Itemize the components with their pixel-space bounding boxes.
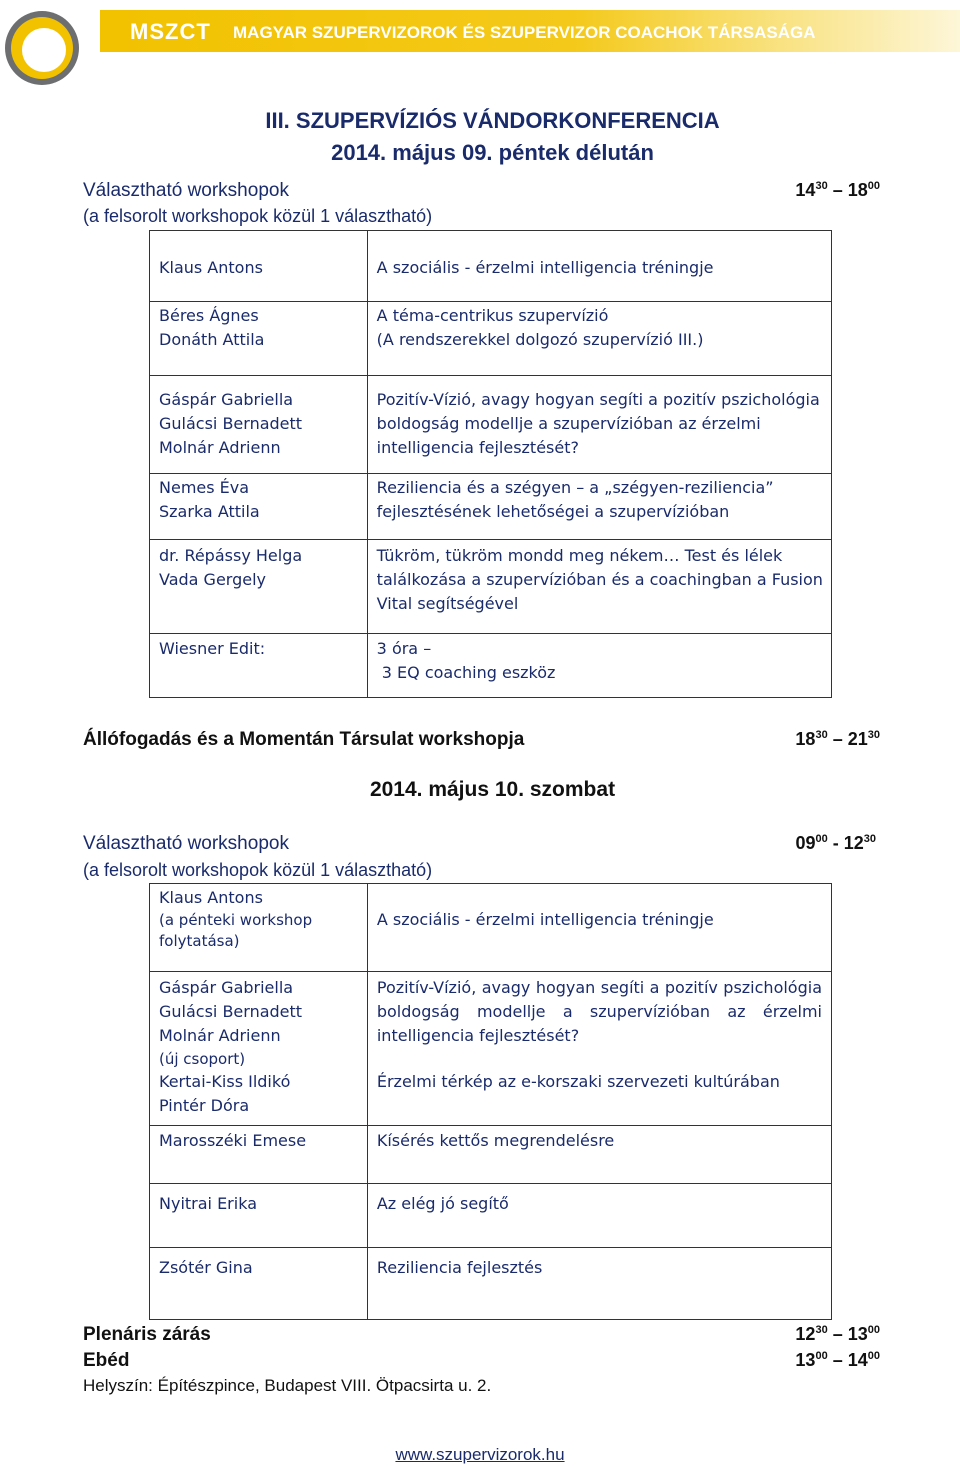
presenters-cell	[150, 634, 368, 698]
org-name: MAGYAR SZUPERVIZOROK ÉS SZUPERVIZOR COACHOK TÁRSASÁGA	[233, 23, 816, 42]
presenter-name: Pintér Dóra	[159, 1096, 250, 1115]
presenter-name: Klaus Antons	[159, 888, 263, 907]
presenters-cell	[150, 302, 368, 376]
presenters-cell	[150, 474, 368, 540]
topic-line: Reziliencia fejlesztés	[376, 1258, 543, 1277]
presenters-cell	[150, 376, 368, 474]
presenter-name: Molnár Adrienn	[159, 438, 281, 457]
topic-line: találkozása a szupervízióban és a coachingban a Fusion	[376, 570, 823, 589]
topic-line: boldogság modellje a szupervízióban az érzelmi	[376, 414, 761, 433]
mszct-logo	[2, 8, 82, 88]
presenters-cell	[150, 1248, 368, 1320]
presenter-name: Gulácsi Bernadett	[159, 414, 303, 433]
presenters-cell	[150, 1184, 368, 1248]
presenter-name: Nemes Éva	[159, 478, 250, 497]
table-row	[150, 1184, 832, 1248]
presenter-note: (a pénteki workshop folytatása)	[159, 911, 313, 950]
table-row	[150, 634, 832, 698]
topic-cell	[367, 634, 831, 698]
plenary-time: $12^{30} - 13^{00}$	[795, 1324, 880, 1344]
topic-line: Tükröm, tükröm mondd meg nékem… Test és lélek	[376, 546, 783, 565]
topic-line: (A rendszerekkel dolgozó szupervízió III.)	[376, 330, 704, 349]
saturday-time: $09^{00} - 12^{30}$	[795, 833, 876, 853]
topic-cell	[367, 231, 831, 302]
header-banner	[100, 10, 960, 52]
presenters-cell	[150, 540, 368, 634]
table-row	[150, 376, 832, 474]
table-row	[150, 884, 832, 972]
topic-cell	[367, 474, 831, 540]
topic-line: Az elég jó segítő	[376, 1194, 509, 1213]
conference-title: III. SZUPERVÍZIÓS VÁNDORKONFERENCIA	[265, 108, 720, 133]
topic-line: Reziliencia és a szégyen – a „szégyen-reziliencia”	[376, 478, 774, 497]
presenter-name: dr. Répássy Helga	[159, 546, 303, 565]
friday-section-sub: (a felsorolt workshopok közül 1 választható)	[83, 206, 433, 226]
topic-line: intelligencia fejlesztését?	[376, 1026, 580, 1045]
presenter-name: Kertai-Kiss Ildikó	[159, 1072, 291, 1091]
friday-workshop-table	[149, 230, 832, 698]
website-link[interactable]: www.szupervizorok.hu	[395, 1445, 565, 1464]
friday-time: $14^{30} - 18^{00}$	[795, 180, 880, 200]
presenter-name: Gulácsi Bernadett	[159, 1002, 303, 1021]
table-row	[150, 1126, 832, 1184]
topic-cell	[367, 376, 831, 474]
org-abbreviation: MSZCT	[130, 19, 211, 44]
presenter-name: Marosszéki Emese	[159, 1131, 307, 1150]
topic-line: 3 EQ coaching eszköz	[376, 663, 556, 682]
lunch-time: $13^{00} - 14^{00}$	[795, 1350, 880, 1370]
topic-cell	[367, 540, 831, 634]
lunch-label: Ebéd	[83, 1350, 130, 1371]
reception-time: $18^{30} - 21^{30}$	[795, 729, 880, 749]
plenary-label: Plenáris zárás	[83, 1324, 211, 1345]
topic-cell	[367, 1248, 831, 1320]
friday-section-label: Választható workshopok	[83, 180, 289, 201]
table-row	[150, 972, 832, 1126]
conference-date: 2014. május 09. péntek délután	[331, 140, 654, 165]
presenter-name: Gáspár Gabriella	[159, 390, 294, 409]
topic-line: Pozitív-Vízió, avagy hogyan segíti a pozitív pszichológia	[376, 978, 822, 997]
presenters-cell	[150, 884, 368, 972]
topic-line: intelligencia fejlesztését?	[376, 438, 579, 457]
topic-line: A téma-centrikus szupervízió	[376, 306, 609, 325]
reception-label: Állófogadás és a Momentán Társulat workshopja	[83, 729, 525, 750]
presenter-name: Vada Gergely	[159, 570, 267, 589]
topic-line: 3 óra –	[376, 639, 432, 658]
topic-cell	[367, 884, 831, 972]
presenters-cell	[150, 972, 368, 1126]
table-row	[150, 1248, 832, 1320]
topic-line: boldogság modellje a szupervízióban az érzelmi	[376, 1002, 822, 1021]
saturday-workshop-table	[149, 883, 832, 1320]
table-row	[150, 231, 832, 302]
presenter-note: (új csoport)	[159, 1050, 246, 1068]
presenter-name: Zsótér Gina	[159, 1258, 253, 1277]
presenter-name: Nyitrai Erika	[159, 1194, 257, 1213]
topic-cell	[367, 1126, 831, 1184]
venue-text: Helyszín: Építészpince, Budapest VIII. Ötpacsirta u. 2.	[83, 1376, 492, 1395]
presenter-name: Donáth Attila	[159, 330, 265, 349]
presenter-name: Béres Ágnes	[159, 306, 259, 325]
saturday-section-label: Választható workshopok	[83, 833, 289, 854]
topic-line: A szociális - érzelmi intelligencia tréningje	[376, 258, 714, 277]
table-row	[150, 302, 832, 376]
topic-line: Érzelmi térkép az e-korszaki szervezeti kultúrában	[376, 1072, 780, 1091]
topic-line: A szociális - érzelmi intelligencia tréningje	[376, 910, 714, 929]
table-row	[150, 474, 832, 540]
presenter-name: Molnár Adrienn	[159, 1026, 281, 1045]
topic-line: Pozitív-Vízió, avagy hogyan segíti a pozitív pszichológia	[376, 390, 820, 409]
table-row	[150, 540, 832, 634]
topic-line: fejlesztésének lehetőségei a szupervízióban	[376, 502, 730, 521]
topic-line: Vital segítségével	[376, 594, 519, 613]
saturday-date: 2014. május 10. szombat	[369, 778, 616, 801]
topic-cell	[367, 302, 831, 376]
presenters-cell	[150, 231, 368, 302]
presenters-cell	[150, 1126, 368, 1184]
presenter-name: Klaus Antons	[159, 258, 263, 277]
topic-cell	[367, 972, 831, 1126]
saturday-section-sub: (a felsorolt workshopok közül 1 választható)	[83, 860, 433, 880]
topic-cell	[367, 1184, 831, 1248]
presenter-name: Gáspár Gabriella	[159, 978, 294, 997]
topic-line: Kísérés kettős megrendelésre	[376, 1131, 615, 1150]
presenter-name: Szarka Attila	[159, 502, 260, 521]
presenter-name: Wiesner Edit:	[159, 639, 266, 658]
